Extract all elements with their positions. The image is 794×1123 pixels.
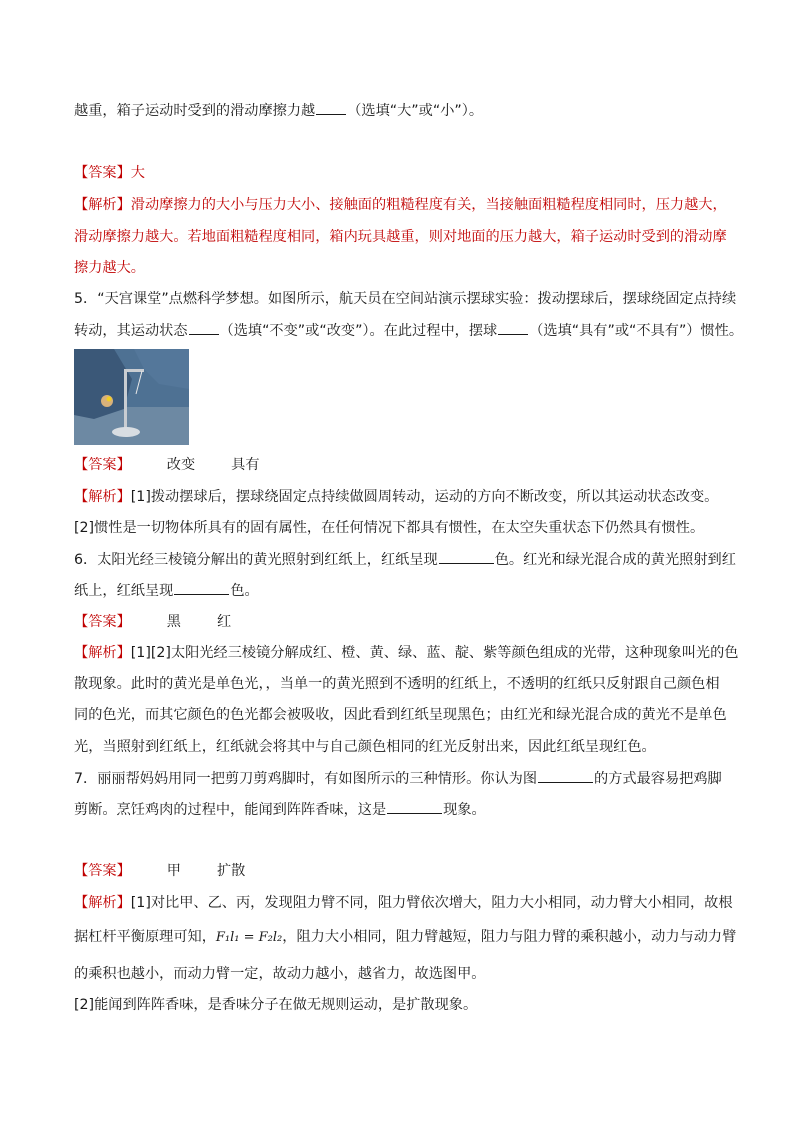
- answer-blank: [316, 100, 346, 115]
- q6-analysis-line-1: 【解析】[1][2]太阳光经三棱镜分解成红、橙、黄、绿、蓝、靛、紫等颜色组成的光带，这种现象叫光的色: [74, 645, 739, 661]
- q7-analysis-line-3: 的乘积也越小，而动力臂一定，故动力越小，越省力，故选图甲。: [74, 966, 486, 982]
- answer-text-1: 黑: [166, 614, 181, 630]
- q6-analysis-line-2: 散现象。此时的黄光是单色光，，当单一的黄光照到不透明的红纸上，不透明的红纸只反射跟自己颜色相: [74, 676, 720, 692]
- answer-blank: [174, 580, 229, 595]
- answer-text: 大: [130, 165, 145, 181]
- q7-analysis-line-2: 据杠杆平衡原理可知，F₁l₁ = F₂l₂，阻力大小相同，阻力臂越短，阻力与阻力臂的乘积越小，动力与动力臂: [74, 929, 737, 945]
- q6-stem-line-2: 纸上，红纸呈现 色。: [74, 580, 259, 601]
- answer-blank: [387, 799, 442, 814]
- answer-tag: 【答案】: [74, 457, 131, 473]
- q4-analysis-line-3: 擦力越大。: [74, 260, 145, 276]
- q4-analysis-line-2: 滑动摩擦力越大。若地面粗糙程度相同，箱内玩具越重，则对地面的压力越大，箱子运动时受到的滑动摩: [74, 229, 727, 245]
- q7-stem-line-1: 7．丽丽帮妈妈用同一把剪刀剪鸡脚时，有如图所示的三种情形。你认为图 的方式最容易把鸡脚: [74, 768, 722, 789]
- q6-stem-line-1: 6．太阳光经三棱镜分解出的黄光照射到红纸上，红纸呈现 色。红光和绿光混合成的黄光照射到红: [74, 549, 736, 570]
- pendulum-photo-illustration: [74, 349, 189, 445]
- q7-answer: [74, 861, 245, 881]
- q6-analysis-line-4: 光，当照射到红纸上，红纸就会将其中与自己颜色相同的红光反射出来，因此红纸呈现红色。: [74, 739, 656, 755]
- q7-analysis-line-1: 【解析】[1]对比甲、乙、丙，发现阻力臂不同，阻力臂依次增大，阻力大小相同，动力臂大小相同，故根: [74, 895, 733, 911]
- answer-blank: [498, 320, 528, 335]
- analysis-tag: 【解析】: [74, 197, 131, 213]
- q5-answer: [74, 455, 260, 475]
- lever-formula: F₁l₁ = F₂l₂: [215, 930, 283, 945]
- q7-stem-line-2: 剪断。烹饪鸡肉的过程中，能闻到阵阵香味，这是 现象。: [74, 799, 486, 820]
- answer-text-1: 改变: [166, 457, 196, 473]
- answer-tag: 【答案】: [74, 614, 131, 630]
- analysis-tag: 【解析】: [74, 895, 131, 911]
- answer-tag: 【答案】: [74, 165, 131, 181]
- answer-blank: [189, 320, 219, 335]
- answer-blank: [538, 768, 593, 783]
- answer-blank: [439, 549, 494, 564]
- q5-stem-line-1: 5．“天宫课堂”点燃科学梦想。如图所示，航天员在空间站演示摆球实验：拨动摆球后，摆球绕固定点持续: [74, 291, 737, 307]
- q5-analysis-line-1: 【解析】[1]拨动摆球后，摆球绕固定点持续做圆周转动，运动的方向不断改变，所以其运动状态改变。: [74, 489, 719, 505]
- q5-stem-line-2: 转动，其运动状态 （选填“不变”或“改变”）。在此过程中，摆球 （选填“具有”或“不具有”）惯性。: [74, 320, 743, 341]
- q4-stem: 越重，箱子运动时受到的滑动摩擦力越 （选填“大”或“小”）。: [74, 100, 483, 121]
- answer-text-2: 红: [216, 614, 232, 630]
- analysis-tag: 【解析】: [74, 489, 131, 505]
- q5-analysis-line-2: [2]惯性是一切物体所具有的固有属性，在任何情况下都具有惯性，在太空失重状态下仍然具有惯性。: [74, 520, 705, 536]
- q7-analysis-line-4: [2]能闻到阵阵香味，是香味分子在做无规则运动，是扩散现象。: [74, 997, 478, 1013]
- answer-text-2: 具有: [231, 457, 260, 473]
- pendulum-experiment-photo: [74, 349, 189, 445]
- analysis-tag: 【解析】: [74, 645, 131, 661]
- answer-tag: 【答案】: [74, 863, 131, 879]
- answer-text-1: 甲: [166, 863, 181, 879]
- q6-answer: [74, 612, 231, 632]
- q6-analysis-line-3: 同的色光，而其它颜色的色光都会被吸收，因此看到红纸呈现黑色；由红光和绿光混合成的黄光不是单色: [74, 707, 727, 723]
- q4-analysis-line-1: 【解析】滑动摩擦力的大小与压力大小、接触面的粗糙程度有关，当接触面粗糙程度相同时，压力越大，: [74, 197, 727, 213]
- answer-text-2: 扩散: [216, 863, 246, 879]
- q4-answer: [74, 163, 145, 183]
